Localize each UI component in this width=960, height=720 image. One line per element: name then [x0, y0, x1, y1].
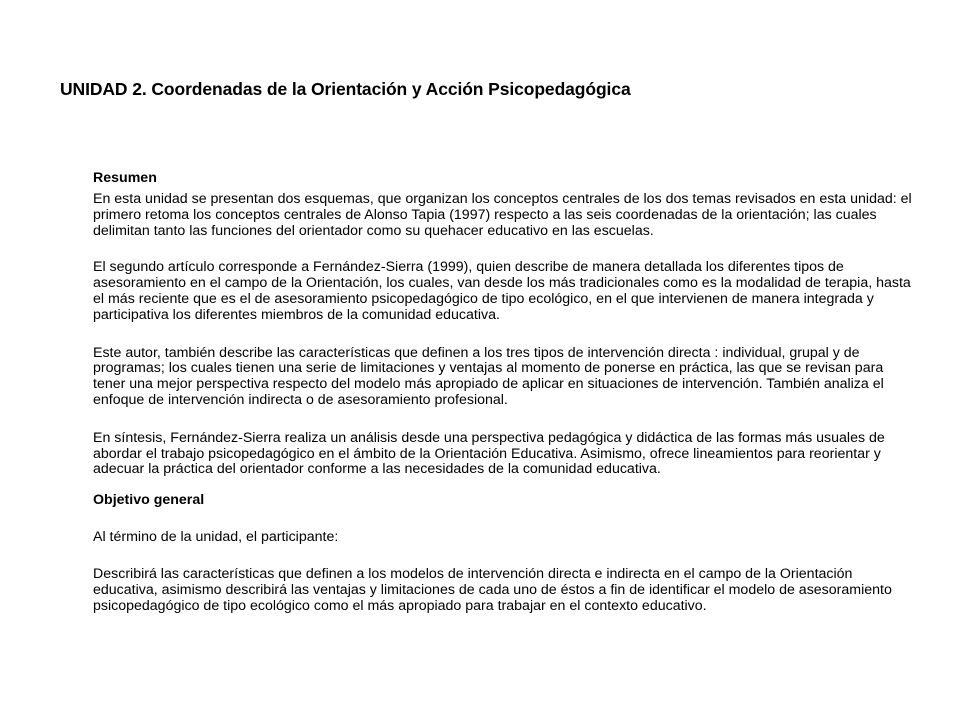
resumen-paragraph-4: En síntesis, Fernández-Sierra realiza un análisis desde una perspectiva pedagógica y didáctica de las formas más usuales de abordar el trabajo psicopedagógico en el ámbito de la Orientación Educativa. Asimismo, ofrece lineamientos para reorientar y adecuar la práctica del orientador conforme a las necesidades de la comunidad educativa. [93, 429, 885, 478]
objetivo-heading: Objetivo general [93, 492, 205, 509]
resumen-paragraph-3: Este autor, también describe las características que definen a los tres tipos de intervención directa : individual, grupal y de programas; los cuales tienen una serie de limitaciones y ventajas al momento de ponerse en práctica, las que se revisan para tener una mejor perspectiva respecto del modelo más apropiado de aplicar en situaciones de intervención. También analiza el enfoque de intervención indirecta o de asesoramiento profesional. [93, 344, 884, 408]
resumen-paragraph-2: El segundo artículo corresponde a Fernández-Sierra (1999), quien describe de manera detallada los diferentes tipos de asesoramiento en el campo de la Orientación, los cuales, van desde los más tradicionales como es la modalidad de terapia, hasta el más reciente que es el de asesoramiento psicopedagógico de tipo ecológico, en el que intervienen de manera integrada y participativa los diferentes miembros de la comunidad educativa. [93, 259, 911, 323]
objetivo-text: Describirá las características que definen a los modelos de intervención directa e indirecta en el campo de la Orientación educativa, asimismo describirá las ventajas y limitaciones de cada uno de éstos a fin de identificar el modelo de asesoramiento psicopedagógico de tipo ecológico como el más apropiado para trabajar en el contexto educativo. [93, 565, 892, 614]
objetivo-intro: Al término de la unidad, el participante: [93, 529, 339, 546]
slide-title: UNIDAD 2. Coordenadas de la Orientación y Acción Psicopedagógica [60, 79, 631, 99]
resumen-heading: Resumen [93, 170, 157, 186]
slide-body [93, 170, 913, 614]
resumen-paragraph-1: En esta unidad se presentan dos esquemas, que organizan los conceptos centrales de los dos temas revisados en esta unidad: el primero retoma los conceptos centrales de Alonso Tapia (1997) respecto a las seis coordenadas de la orientación; las cuales delimitan tanto las funciones del orientador como su quehacer educativo en las escuelas. [93, 191, 912, 239]
